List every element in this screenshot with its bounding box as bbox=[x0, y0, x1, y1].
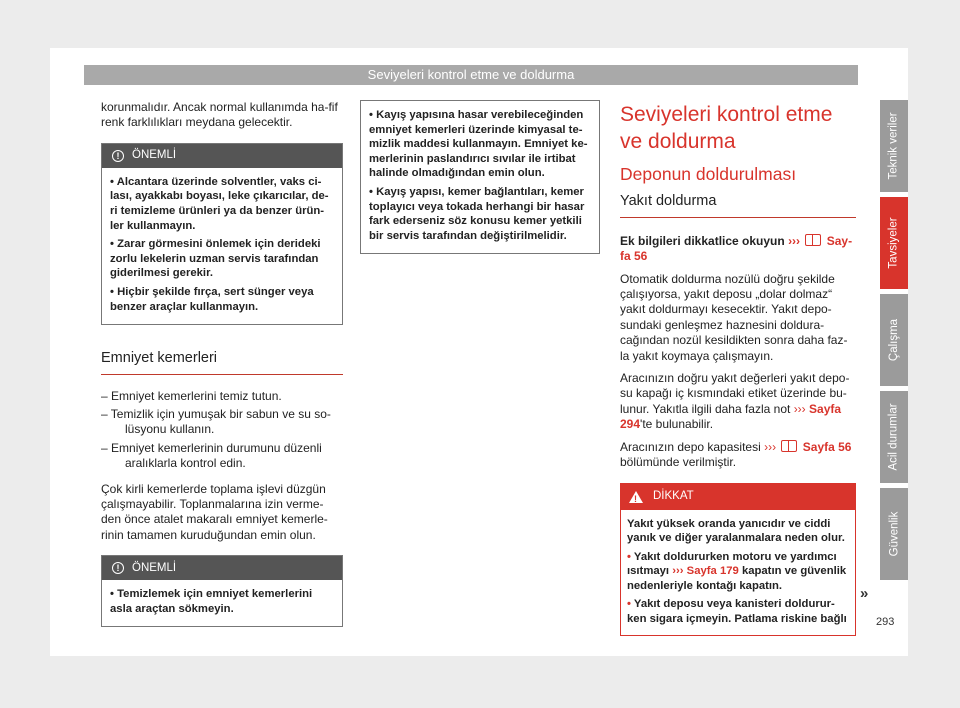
book-icon bbox=[805, 234, 821, 246]
warning-box bbox=[620, 483, 856, 636]
page-link[interactable]: Sayfa 294 bbox=[620, 401, 842, 432]
body-paragraph: Aracınızın doğru yakıt değerleri yakıt depo-su kapağı iç kısmındaki etiket üzerinde bu-lunur. Yakıtla ilgili daha fazla not ››› Sayfa 294'te bulunabilir. bbox=[620, 371, 850, 432]
list-item: – Emniyet kemerlerinin durumunu düzenli aralıklarla kontrol edin. bbox=[101, 440, 322, 471]
notice-box-continued bbox=[360, 100, 600, 254]
page-link[interactable]: Sayfa 56 bbox=[802, 439, 852, 454]
column-middle bbox=[360, 100, 600, 268]
notice-label: ÖNEMLİ bbox=[132, 561, 177, 574]
read-more-paragraph: Ek bilgileri dikkatlice okuyun ››› Say-fa 56 bbox=[620, 233, 853, 264]
tab-operation[interactable]: Çalışma bbox=[880, 294, 908, 386]
warning-label: DİKKAT bbox=[653, 489, 694, 502]
section-title-seatbelts: Emniyet kemerleri bbox=[101, 351, 343, 374]
column-left bbox=[101, 100, 343, 641]
page-link[interactable]: Say-fa 56 bbox=[620, 233, 853, 264]
notice-box-2 bbox=[101, 555, 343, 627]
body-paragraph: Aracınızın depo kapasitesi ››› Sayfa 56 bölümünde verilmiştir. bbox=[620, 439, 852, 470]
notice-item: • Temizlemek için emniyet kemerlerini asla araçtan sökmeyin. bbox=[110, 588, 313, 615]
list-item: – Emniyet kemerlerini temiz tutun. bbox=[101, 388, 282, 403]
warning-body bbox=[621, 510, 855, 635]
warning-item: • Yakıt doldururken motoru ve yardımcı ısıtmayı ››› Sayfa 179 kapatın ve güvenlik nedenleriyle kontağı kapatın. bbox=[627, 550, 847, 592]
continue-arrow: » bbox=[860, 585, 869, 602]
warning-item: • Yakıt deposu veya kanisteri doldurur-ken sigara içmeyin. Patlama riskine bağlı bbox=[627, 598, 847, 626]
notice-item: • Kayış yapısına hasar verebileceğinden emniyet kemerleri üzerinde kimyasal te-mizlik maddesi kullanmayın. Emniyet ke-merlerinin paslandırıcı sıvılar ile irtibat halinde olmadığından emin olun. bbox=[369, 109, 588, 180]
body-paragraph: Çok kirli kemerlerde toplama işlevi düzgün çalışmayabilir. Toplanmalarına izin verme-den önce atalet makaralı emniyet kemerle-rinin tamamen kuruduğundan emin olun. bbox=[101, 481, 328, 542]
notice-header bbox=[102, 144, 342, 168]
column-right bbox=[620, 100, 856, 636]
page-link[interactable]: Sayfa 179 bbox=[686, 565, 739, 578]
body-paragraph: Otomatik doldurma nozülü doğru şekilde çalışıyorsa, yakıt deposu „dolar dolmaz“ yakıt doldurmayı kesecektir. Yakıt depo-sundaki genleşmez haznesini doldura-cağından nozül kesildikten sonra daha faz-la yakıt koymaya çalışmayın. bbox=[620, 271, 848, 363]
notice-item: • Zarar görmesini önlemek için derideki zorlu lekelerin uzman servis tarafından giderilmesi gerekir. bbox=[110, 238, 321, 280]
info-icon: ! bbox=[112, 150, 124, 162]
page-header: Seviyeleri kontrol etme ve doldurma bbox=[84, 65, 858, 85]
notice-box-1 bbox=[101, 143, 343, 325]
intro-text: korunmalıdır. Ancak normal kullanımda ha-fif renk farklılıkları meydana gelecektir. bbox=[101, 100, 338, 130]
warning-intro: Yakıt yüksek oranda yanıcıdır ve ciddi yanık ve diğer yaralanmalara neden olur. bbox=[627, 517, 845, 545]
warning-header bbox=[621, 484, 855, 510]
notice-item: • Alcantara üzerinde solventler, vaks ci-lası, ayakkabı boyası, leke çıkarıcılar, de-ri temizleme ürünleri ya da benzer ürün-ler kullanmayın. bbox=[110, 175, 329, 232]
page-number: 293 bbox=[876, 616, 895, 628]
notice-label: ÖNEMLİ bbox=[132, 149, 177, 162]
subsection-title: Deponun doldurulması bbox=[620, 164, 797, 184]
notice-body bbox=[361, 101, 599, 253]
book-icon bbox=[781, 440, 797, 452]
tab-technical-data[interactable]: Teknik veriler bbox=[880, 100, 908, 192]
notice-item: • Hiçbir şekilde fırça, sert sünger veya benzer araçlar kullanmayın. bbox=[110, 285, 314, 313]
notice-item: • Kayış yapısı, kemer bağlantıları, kemer toplayıcı veya tokada herhangi bir hasar fark ederseniz söz konusu kemer yetkili bir servis tarafından değiştirilmelidir. bbox=[369, 185, 585, 242]
tab-emergencies[interactable]: Acil durumlar bbox=[880, 391, 908, 483]
topic-title: Yakıt doldurma bbox=[620, 194, 856, 217]
tab-safety[interactable]: Güvenlik bbox=[880, 488, 908, 580]
warning-icon bbox=[629, 491, 643, 503]
notice-header bbox=[102, 556, 342, 580]
list-item: – Temizlik için yumuşak bir sabun ve su so- lüsyonu kullanın. bbox=[101, 406, 331, 437]
info-icon: ! bbox=[112, 562, 124, 574]
notice-body bbox=[102, 168, 342, 324]
notice-body bbox=[102, 580, 342, 626]
tab-recommendations[interactable]: Tavsiyeler bbox=[880, 197, 908, 289]
chapter-title: Seviyeleri kontrol etme ve doldurma bbox=[620, 103, 833, 153]
